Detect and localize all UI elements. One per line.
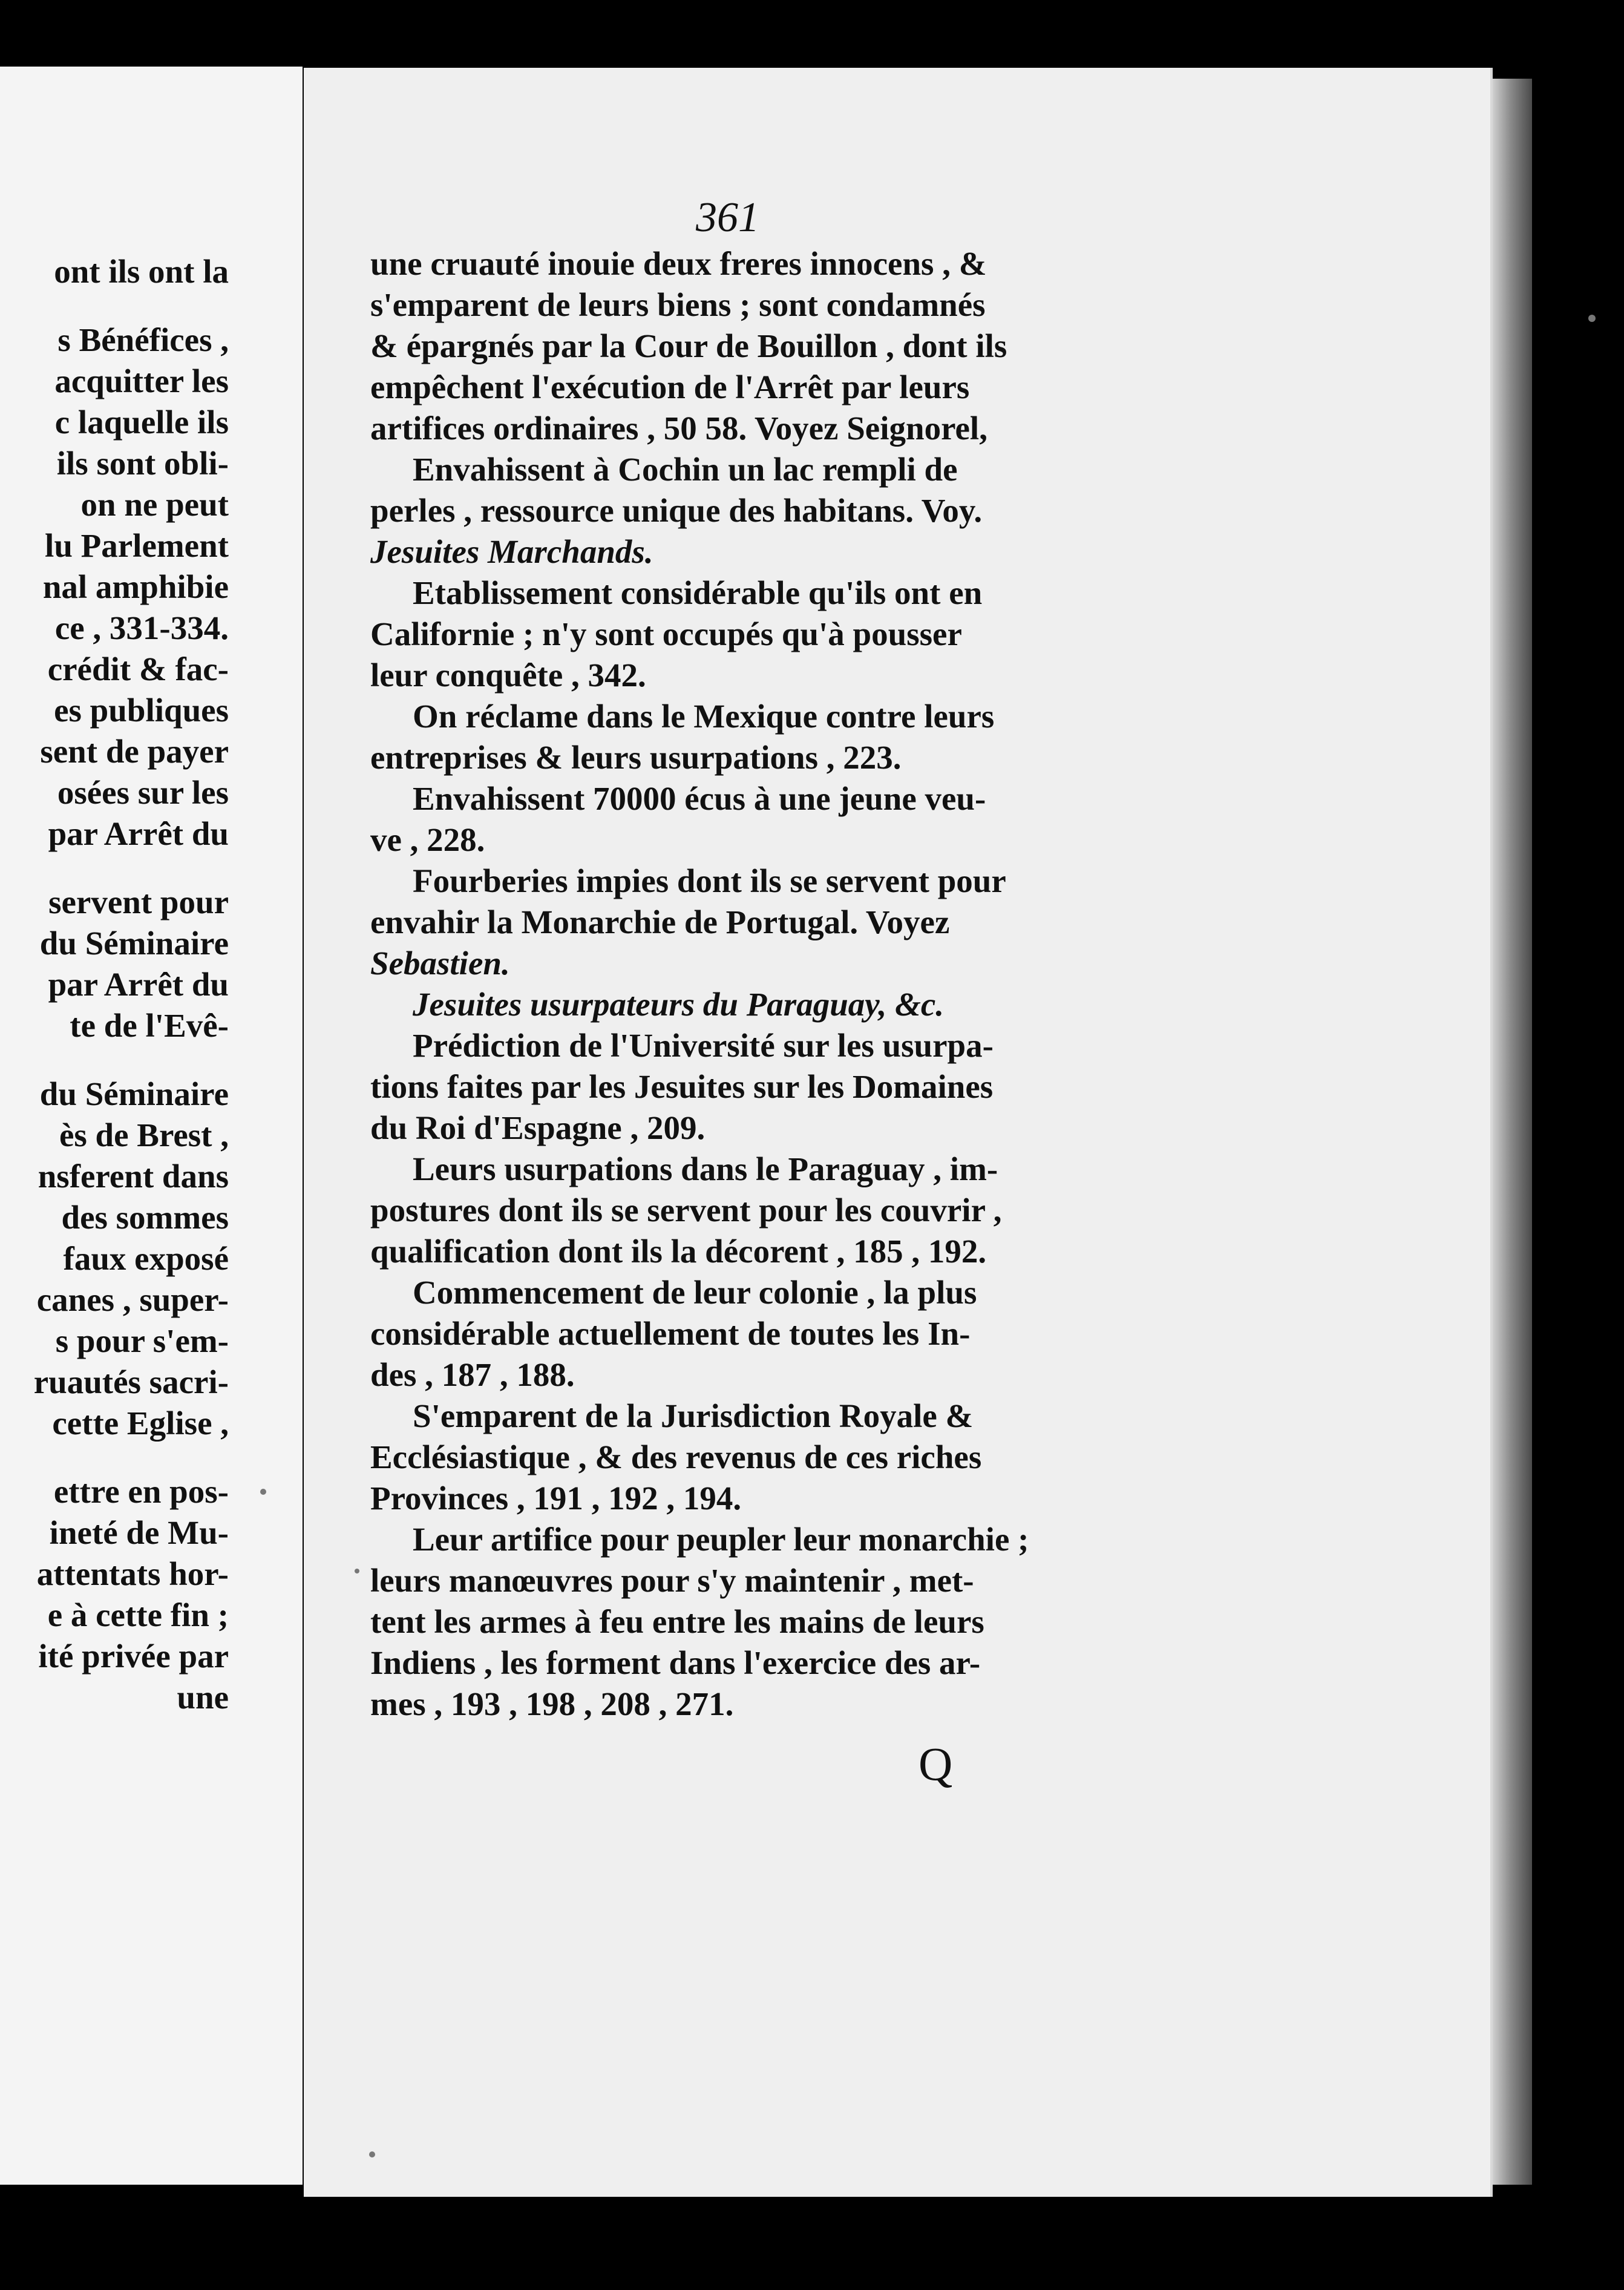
text-line: artifices ordinaires , 50 58. Voyez Seignorel, (370, 410, 987, 447)
text-line: Jesuites usurpateurs du Paraguay, &c. (413, 986, 945, 1023)
text-line: s'emparent de leurs biens ; sont condamnés (370, 286, 986, 323)
text-line: ve , 228. (370, 821, 485, 858)
left-page-line: des sommes (61, 1199, 229, 1236)
left-page-line: canes , super- (36, 1281, 229, 1318)
text-line: tions faites par les Jesuites sur les Domaines (370, 1068, 994, 1105)
left-page-line: faux exposé (63, 1240, 229, 1277)
text-line: leurs manœuvres pour s'y maintenir , met- (370, 1562, 974, 1599)
left-page-line (0, 292, 229, 320)
left-page-line: ce , 331-334. (54, 609, 229, 646)
left-page-line (0, 1444, 229, 1471)
page-number: 361 (696, 194, 759, 241)
left-page (0, 67, 303, 2185)
page-edge (1493, 79, 1532, 2185)
left-page-line: par Arrêt du (48, 966, 229, 1003)
text-line: mes , 193 , 198 , 208 , 271. (370, 1685, 734, 1722)
catchword: Q (918, 1737, 953, 1790)
text-line: perles , ressource unique des habitans. Voy. (370, 492, 983, 529)
left-page-line: du Séminaire (39, 1075, 229, 1112)
left-page-line: par Arrêt du (48, 815, 229, 852)
left-page-line: nsferent dans (38, 1158, 229, 1195)
text-line: empêchent l'exécution de l'Arrêt par leurs (370, 369, 970, 405)
left-page-line: crédit & fac- (47, 651, 229, 687)
text-line: des , 187 , 188. (370, 1356, 575, 1393)
left-page-line: ils sont obli- (56, 445, 229, 482)
text-line: Indiens , les forment dans l'exercice des ar- (370, 1644, 981, 1681)
text-line: Californie ; n'y sont occupés qu'à pousser (370, 615, 962, 652)
left-page-line (0, 855, 229, 882)
left-page-line (0, 1046, 229, 1074)
left-page-line: ité privée par (38, 1638, 229, 1675)
text-line: Envahissent 70000 écus à une jeune veu- (413, 780, 986, 817)
text-line: Leur artifice pour peupler leur monarchie ; (413, 1521, 1029, 1558)
main-text (370, 243, 1105, 1725)
left-page-line: nal amphibie (42, 568, 229, 605)
left-page-line: ès de Brest , (59, 1117, 229, 1153)
left-page-line: lu Parlement (45, 527, 229, 564)
ink-speck (355, 1569, 359, 1573)
left-page-line: osées sur les (57, 774, 229, 811)
text-line: On réclame dans le Mexique contre leurs (413, 698, 995, 735)
text-line: Ecclésiastique , & des revenus de ces riches (370, 1439, 982, 1475)
text-line: Prédiction de l'Université sur les usurpa- (413, 1027, 994, 1064)
left-page-line: s pour s'em- (55, 1322, 229, 1359)
text-line: Etablissement considérable qu'ils ont en (413, 574, 983, 611)
text-line: Fourberies impies dont ils se servent pour (413, 862, 1006, 899)
left-page-line: es publiques (54, 692, 229, 729)
left-page-line: cette Eglise , (52, 1405, 229, 1442)
text-line: postures dont ils se servent pour les couvrir , (370, 1192, 1002, 1229)
left-page-line: ettre en pos- (53, 1473, 229, 1510)
text-line: Commencement de leur colonie , la plus (413, 1274, 977, 1311)
text-line: envahir la Monarchie de Portugal. Voyez (370, 904, 950, 940)
left-page-line: ont ils ont la (54, 253, 229, 290)
text-line: une cruauté inouie deux freres innocens , & (370, 245, 987, 282)
ink-speck (369, 2151, 375, 2157)
text-line: Provinces , 191 , 192 , 194. (370, 1480, 742, 1517)
ink-speck (1588, 315, 1596, 322)
text-line: Envahissent à Cochin un lac rempli de (413, 451, 958, 488)
ink-speck (260, 1489, 266, 1495)
left-page-line: s Bénéfices , (57, 321, 229, 358)
text-line: leur conquête , 342. (370, 657, 646, 694)
text-line: Sebastien. (370, 945, 510, 982)
left-page-line: ineté de Mu- (49, 1514, 229, 1551)
text-line: du Roi d'Espagne , 209. (370, 1109, 706, 1146)
left-page-text (0, 251, 229, 1718)
text-line: entreprises & leurs usurpations , 223. (370, 739, 902, 776)
text-line: considérable actuellement de toutes les In- (370, 1315, 971, 1352)
left-page-line: on ne peut (80, 486, 229, 523)
left-page-line: te de l'Evê- (70, 1007, 229, 1044)
text-line: Jesuites Marchands. (370, 533, 653, 570)
left-page-line: du Séminaire (39, 925, 229, 962)
left-page-line: e à cette fin ; (47, 1596, 229, 1633)
text-line: tent les armes à feu entre les mains de leurs (370, 1603, 984, 1640)
left-page-line: acquitter les (54, 363, 229, 399)
text-line: S'emparent de la Jurisdiction Royale & (413, 1397, 974, 1434)
left-page-line: sent de payer (40, 733, 229, 770)
left-page-line: servent pour (48, 884, 229, 920)
text-line: qualification dont ils la décorent , 185 , 192. (370, 1233, 987, 1270)
text-line: Leurs usurpations dans le Paraguay , im- (413, 1150, 998, 1187)
left-page-line: c laquelle ils (54, 404, 229, 441)
left-page-line: ruautés sacri- (33, 1363, 229, 1400)
left-page-line: une (177, 1679, 229, 1716)
left-page-line: attentats hor- (36, 1555, 229, 1592)
text-line: & épargnés par la Cour de Bouillon , dont ils (370, 327, 1007, 364)
